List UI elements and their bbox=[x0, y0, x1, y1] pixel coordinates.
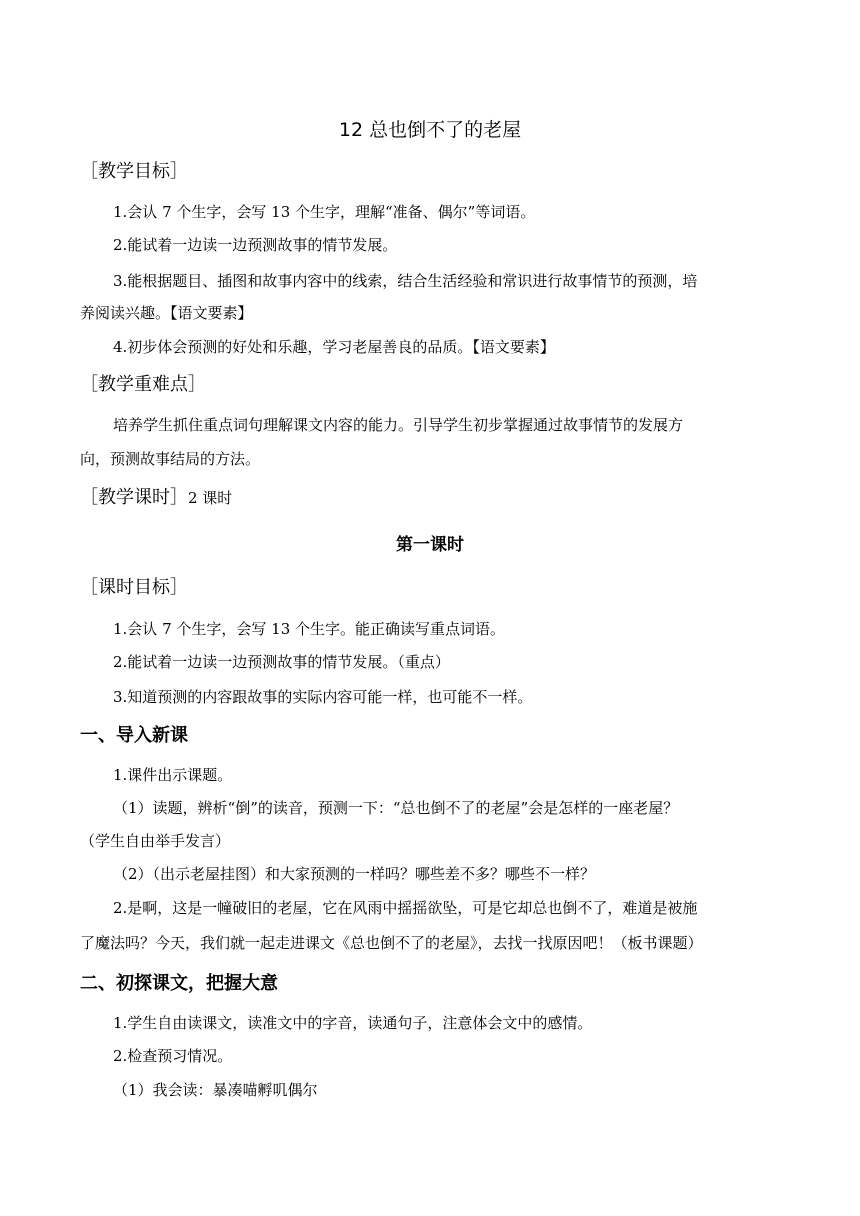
section-line: 1.课件出示课题。 bbox=[113, 766, 233, 784]
difficulties-paragraph-line: 培养学生抓住重点词句理解课文内容的能力。引导学生初步掌握通过故事情节的发展方 bbox=[113, 416, 684, 434]
lesson-goal-item: 1.会认 7 个生字，会写 13 个生字。能正确读写重点词语。 bbox=[113, 620, 506, 638]
section-line: 2.是啊，这是一幢破旧的老屋，它在风雨中摇摇欲坠，可是它却总也倒不了，难道是被施 bbox=[113, 899, 698, 917]
goal-item-continuation: 养阅读兴趣。【语文要素】 bbox=[80, 304, 253, 322]
section-line-continuation: 了魔法吗？今天，我们就一起走进课文《总也倒不了的老屋》，去找一找原因吧！（板书课题） bbox=[80, 934, 703, 952]
lesson-goal-item: 3.知道预测的内容跟故事的实际内容可能一样，也可能不一样。 bbox=[113, 688, 533, 706]
class-hours-value: 2 课时 bbox=[188, 489, 233, 507]
lesson-title: 第一课时 bbox=[396, 535, 464, 555]
section-line: （2）（出示老屋挂图）和大家预测的一样吗？哪些差不多？哪些不一样？ bbox=[113, 865, 596, 883]
goal-item: 3.能根据题目、插图和故事内容中的线索，结合生活经验和常识进行故事情节的预测，培 bbox=[113, 272, 698, 290]
section-heading-intro: 一、导入新课 bbox=[80, 725, 188, 746]
class-hours-heading bbox=[80, 485, 232, 511]
section-line: （1）我会读：暴凑喵孵叽偶尔 bbox=[113, 1081, 318, 1099]
goal-item: 1.会认 7 个生字，会写 13 个生字，理解“准备、偶尔”等词语。 bbox=[113, 203, 536, 221]
section-line-continuation: （学生自由举手发言） bbox=[80, 832, 231, 850]
lesson-goal-item: 2.能试着一边读一边预测故事的情节发展。（重点） bbox=[113, 653, 450, 671]
page-title: 12 总也倒不了的老屋 bbox=[338, 119, 522, 141]
goal-item: 2.能试着一边读一边预测故事的情节发展。 bbox=[113, 236, 398, 254]
section-line: 2.检查预习情况。 bbox=[113, 1047, 233, 1065]
goal-item: 4.初步体会预测的好处和乐趣，学习老屋善良的品质。【语文要素】 bbox=[113, 338, 555, 356]
section-heading-explore: 二、初探课文，把握大意 bbox=[80, 973, 278, 994]
lesson-goals-heading: ［课时目标］ bbox=[80, 577, 188, 598]
section-line: 1.学生自由读课文，读准文中的字音，读通句子，注意体会文中的感情。 bbox=[113, 1014, 593, 1032]
section-line: （1）读题，辨析“倒”的读音，预测一下：“总也倒不了的老屋”会是怎样的一座老屋？ bbox=[113, 799, 679, 817]
difficulties-paragraph-line: 向，预测故事结局的方法。 bbox=[80, 450, 261, 468]
teaching-goals-heading: ［教学目标］ bbox=[80, 161, 188, 182]
class-hours-label: ［教学课时］ bbox=[80, 487, 188, 508]
key-difficulties-heading: ［教学重难点］ bbox=[80, 374, 206, 395]
